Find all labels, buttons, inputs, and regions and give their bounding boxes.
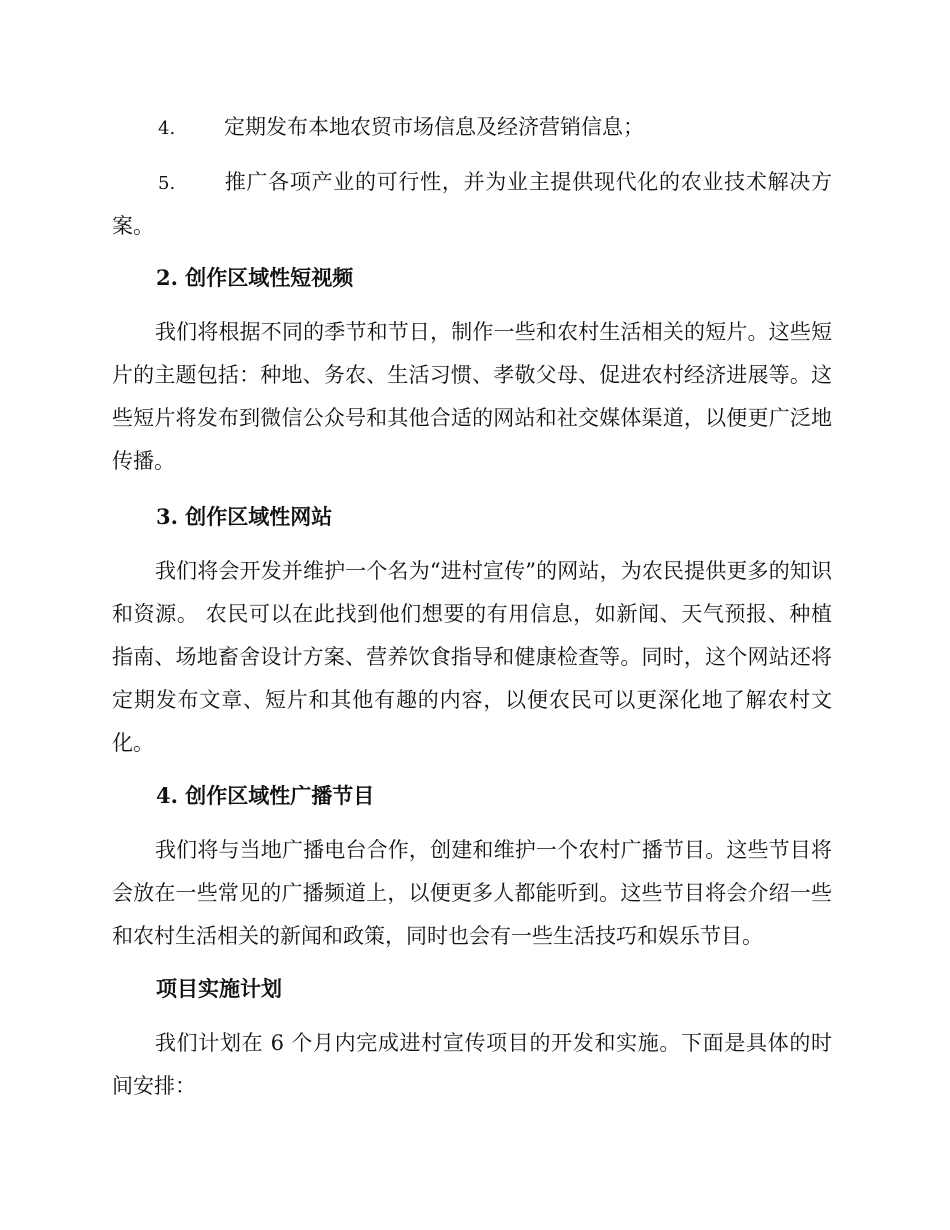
list-item (112, 106, 832, 150)
section-heading: 2. 创作区域性短视频 (156, 265, 354, 290)
section-heading: 4. 创作区域性广播节目 (156, 783, 375, 808)
section-paragraph: 我们将会开发并维护一个名为“进村宣传”的网站，为农民提供更多的知识和资源。 农民可以在此找到他们想要的有用信息，如新闻、天气预报、种植指南、场地畜舍设计方案、营养饮食指导和健康检查等。同时，这个网站还将定期发布文章、短片和其他有趣的内容，以便农民可以更深化地了解农村文化。 (112, 559, 832, 755)
section-paragraph: 我们将根据不同的季节和节日，制作一些和农村生活相关的短片。这些短片的主题包括：种地、务农、生活习惯、孝敬父母、促进农村经济进展等。这些短片将发布到微信公众号和其他合适的网站和社交媒体渠道，以便更广泛地传播。 (112, 320, 832, 473)
list-number: 5. (158, 173, 176, 194)
section-heading: 项目实施计划 (156, 976, 282, 1001)
list-item (112, 161, 832, 248)
section-paragraph: 我们将与当地广播电台合作，创建和维护一个农村广播节目。这些节目将会放在一些常见的广播频道上，以便更多人都能听到。这些节目将会介绍一些和农村生活相关的新闻和政策，同时也会有一些生活技巧和娱乐节目。 (112, 838, 832, 948)
list-number: 4. (158, 118, 176, 139)
section-paragraph: 我们计划在 6 个月内完成进村宣传项目的开发和实施。下面是具体的时间安排： (112, 1031, 832, 1098)
section-heading: 3. 创作区域性网站 (156, 504, 333, 529)
list-text: 定期发布本地农贸市场信息及经济营销信息； (224, 115, 644, 139)
list-text: 推广各项产业的可行性，并为业主提供现代化的农业技术解决方案。 (112, 170, 832, 238)
